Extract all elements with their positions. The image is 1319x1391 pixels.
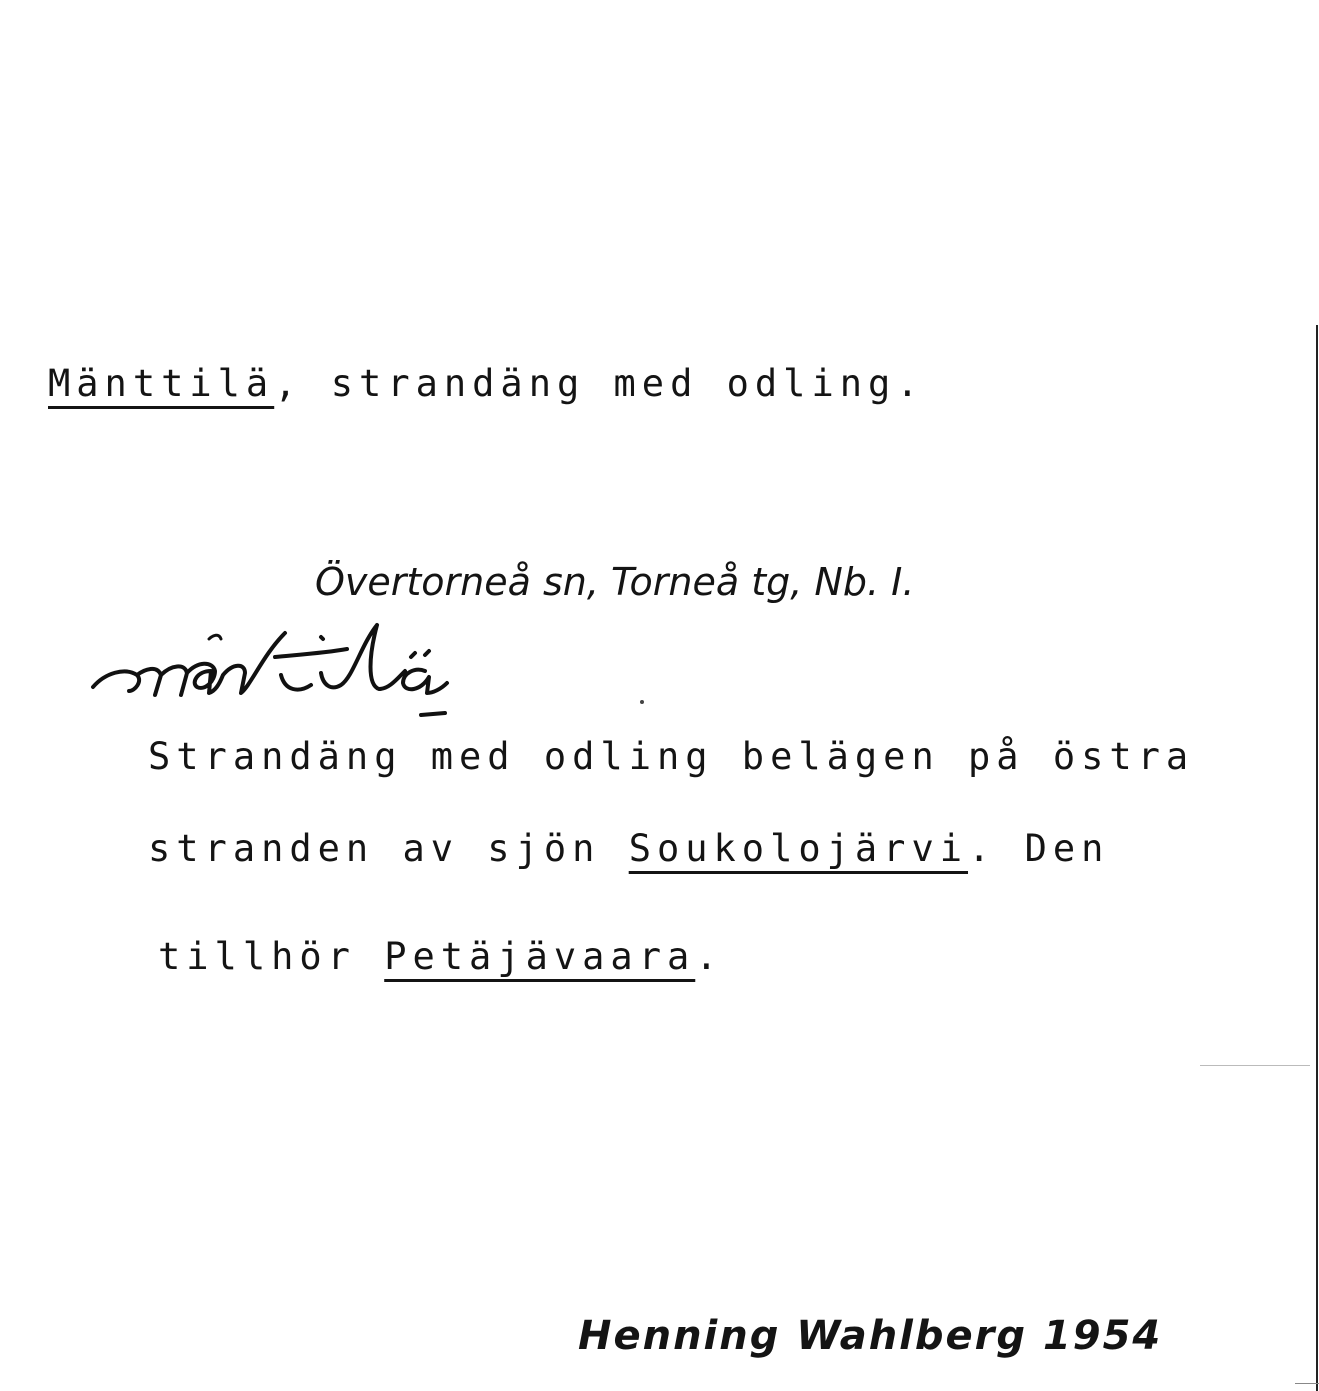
body-line-2-end: . Den [968, 827, 1110, 870]
parish-stamp: Övertorneå sn, Torneå tg, Nb. I. [315, 560, 915, 604]
signature: Henning Wahlberg 1954 [578, 1313, 1163, 1359]
heading-description: , strandäng med odling. [274, 362, 925, 405]
body-line-2-text: stranden av sjön [148, 827, 629, 870]
body-line-3 [158, 935, 724, 978]
heading-line [48, 362, 925, 405]
ink-speck [640, 700, 644, 704]
scan-mark [1295, 1383, 1319, 1384]
scan-mark [1200, 1065, 1310, 1066]
heading-place-name: Mänttilä [48, 362, 275, 405]
body-line-2 [148, 827, 1109, 870]
card-edge-line [1316, 325, 1318, 1391]
farm-name: Petäjävaara [384, 935, 696, 978]
handwritten-name [85, 615, 545, 725]
lake-name: Soukolojärvi [628, 827, 969, 870]
body-line-1: Strandäng med odling belägen på östra [148, 735, 1195, 778]
body-line-3-text: tillhör [158, 935, 385, 978]
body-line-3-end: . [695, 935, 724, 978]
